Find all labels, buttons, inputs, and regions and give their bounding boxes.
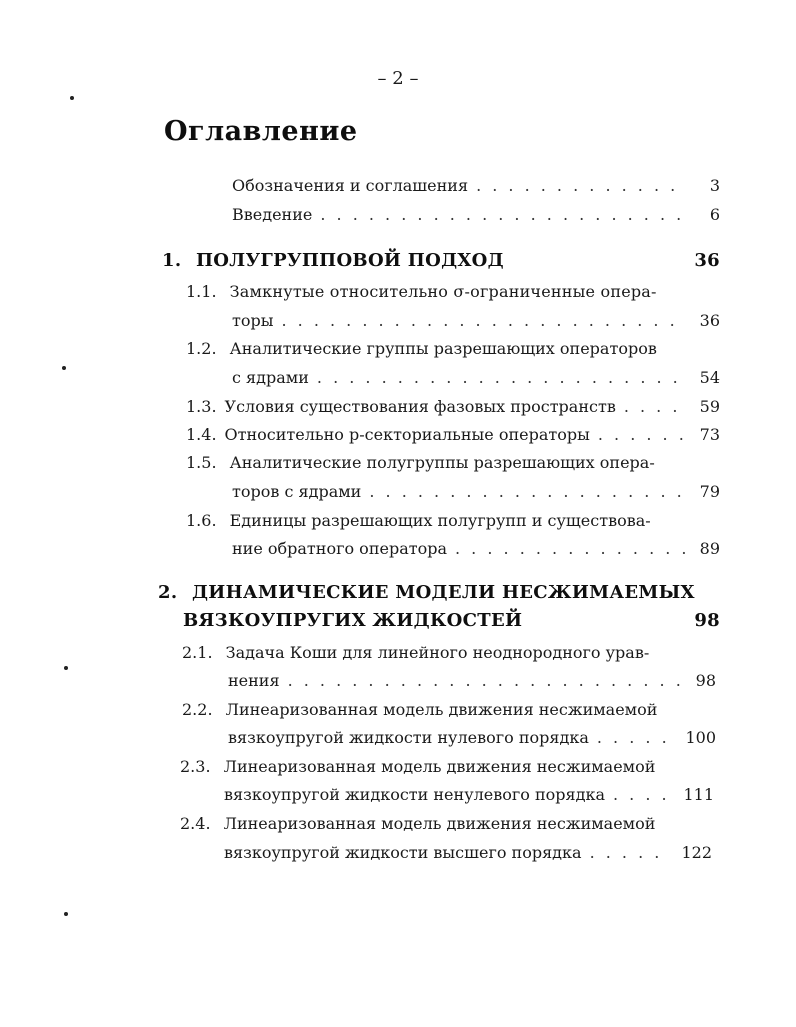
section-title-line: Единицы разрешающих полугрупп и существова-: [229, 511, 651, 530]
section-1-2-line2[interactable]: [232, 368, 720, 388]
toc-page-number: 3: [709, 176, 720, 195]
dot-leader: [369, 482, 686, 502]
toc-page-number: 73: [699, 425, 720, 444]
section-title-line: вязкоупругой жидкости ненулевого порядка: [224, 785, 605, 804]
chapter-2-heading-line1[interactable]: [158, 581, 720, 605]
toc-page-number: 36: [699, 311, 720, 330]
section-2-3-line1[interactable]: [180, 757, 655, 777]
section-2-2-line2[interactable]: [228, 728, 716, 748]
toc-page-number: 98: [695, 671, 716, 690]
section-1-1-line1[interactable]: [186, 282, 657, 302]
chapter-page-number: 98: [694, 610, 720, 631]
chapter-2-heading-line2[interactable]: [183, 609, 720, 633]
dot-leader: [590, 843, 672, 863]
section-number: 1.2.: [186, 339, 217, 358]
section-number: 2.4.: [180, 814, 211, 833]
section-2-1-line1[interactable]: [182, 643, 649, 663]
toc-entry-text: Обозначения и соглашения: [232, 176, 469, 195]
toc-page-number: 111: [683, 785, 714, 804]
section-2-3-line2[interactable]: [224, 785, 714, 805]
dot-leader: [476, 176, 686, 196]
dot-leader: [597, 728, 676, 748]
toc-page-number: 6: [709, 205, 720, 224]
section-title-line: вязкоупругой жидкости высшего порядка: [224, 843, 582, 862]
chapter-1-heading[interactable]: [162, 249, 720, 273]
section-2-4-line1[interactable]: [180, 814, 655, 834]
dot-leader: [320, 205, 686, 225]
section-1-6-line2[interactable]: [232, 539, 720, 559]
section-2-4-line2[interactable]: [224, 843, 712, 863]
section-number: 2.3.: [180, 757, 211, 776]
dot-leader: [455, 539, 686, 559]
toc-entry-text: Введение: [232, 205, 313, 224]
section-1-4[interactable]: [186, 425, 720, 445]
toc-entry-notation[interactable]: [232, 176, 720, 196]
dot-leader: [598, 425, 686, 445]
section-title-line: Условия существования фазовых пространств: [224, 397, 616, 416]
section-title-line: нения: [228, 671, 280, 690]
dot-leader: [613, 785, 673, 805]
section-1-6-line1[interactable]: [186, 511, 651, 531]
dot-leader: [624, 397, 686, 417]
section-title-line: торов с ядрами: [232, 482, 362, 501]
section-title-line: торы: [232, 311, 274, 330]
page-number: – 2 –: [377, 68, 419, 89]
section-1-5-line1[interactable]: [186, 453, 655, 473]
chapter-page-number: 36: [694, 250, 720, 271]
section-1-2-line1[interactable]: [186, 339, 657, 359]
scan-speck: [62, 366, 66, 370]
dot-leader: [288, 671, 682, 691]
toc-page-number: 89: [699, 539, 720, 558]
section-1-3[interactable]: [186, 397, 720, 417]
dot-leader: [281, 311, 686, 331]
section-number: 1.3.: [186, 397, 217, 416]
toc-page-number: 100: [685, 728, 716, 747]
section-number: 1.4.: [186, 425, 217, 444]
section-2-2-line1[interactable]: [182, 700, 657, 720]
page-title: Оглавление: [164, 116, 358, 147]
section-title-line: Линеаризованная модель движения несжимаемой: [223, 814, 656, 833]
section-1-1-line2[interactable]: [232, 311, 720, 331]
dot-leader: [317, 368, 686, 388]
toc-page-number: 79: [699, 482, 720, 501]
chapter-number: 1.: [162, 250, 182, 271]
section-number: 1.1.: [186, 282, 217, 301]
section-2-1-line2[interactable]: [228, 671, 716, 691]
section-title-line: вязкоупругой жидкости нулевого порядка: [228, 728, 589, 747]
section-title-line: с ядрами: [232, 368, 309, 387]
chapter-number: 2.: [158, 582, 178, 603]
toc-page-number: 54: [699, 368, 720, 387]
section-title-line: ние обратного оператора: [232, 539, 447, 558]
scan-speck: [64, 666, 68, 670]
section-number: 1.5.: [186, 453, 217, 472]
section-number: 1.6.: [186, 511, 217, 530]
section-1-5-line2[interactable]: [232, 482, 720, 502]
section-title-line: Замкнутые относительно σ-ограниченные опера-: [229, 282, 657, 301]
section-number: 2.2.: [182, 700, 213, 719]
section-title-line: Аналитические полугруппы разрешающих опера-: [229, 453, 655, 472]
section-title-line: Линеаризованная модель движения несжимаемой: [225, 700, 658, 719]
section-title-line: Задача Коши для линейного неоднородного урав-: [225, 643, 650, 662]
section-title-line: Линеаризованная модель движения несжимаемой: [223, 757, 656, 776]
scan-speck: [70, 96, 74, 100]
section-title-line: Относительно p-секториальные операторы: [224, 425, 590, 444]
toc-page-number: 122: [681, 843, 712, 862]
chapter-title: ДИНАМИЧЕСКИЕ МОДЕЛИ НЕСЖИМАЕМЫХ: [191, 582, 695, 603]
toc-entry-introduction[interactable]: [232, 205, 720, 225]
chapter-title: ПОЛУГРУППОВОЙ ПОДХОД: [195, 250, 504, 271]
toc-page-number: 59: [699, 397, 720, 416]
scan-speck: [64, 912, 68, 916]
section-number: 2.1.: [182, 643, 213, 662]
section-title-line: Аналитические группы разрешающих операторов: [229, 339, 657, 358]
chapter-title: ВЯЗКОУПРУГИХ ЖИДКОСТЕЙ: [183, 610, 523, 631]
